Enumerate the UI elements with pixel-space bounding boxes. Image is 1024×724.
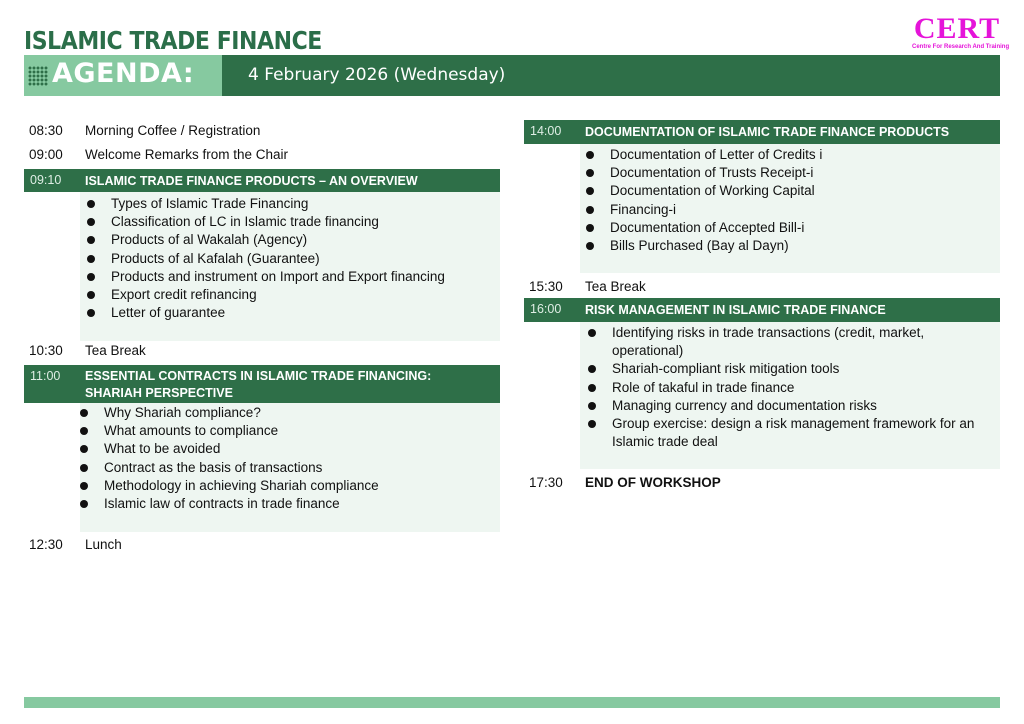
section-time: 14:00 [530, 124, 562, 138]
list-item: Role of takaful in trade finance [585, 379, 995, 397]
section-title: DOCUMENTATION OF ISLAMIC TRADE FINANCE PRODUCTS [585, 125, 950, 139]
list-item: Classification of LC in Islamic trade financing [84, 213, 445, 231]
footer-bar [24, 697, 1000, 708]
agenda-item-welcome: Welcome Remarks from the Chair [85, 147, 289, 162]
bullet-icon [586, 206, 594, 214]
topic-list [77, 404, 379, 513]
bullet-icon [87, 255, 95, 263]
logo-wordmark: CERT [913, 12, 1001, 45]
time-1230: 12:30 [29, 537, 63, 552]
list-item: Letter of guarantee [84, 304, 445, 322]
time-0830: 08:30 [29, 123, 63, 138]
section-body-contracts [80, 403, 500, 532]
list-item: Shariah-compliant risk mitigation tools [585, 360, 995, 378]
list-item: Islamic law of contracts in trade finance [77, 495, 379, 513]
list-item: What to be avoided [77, 440, 379, 458]
time-1530: 15:30 [529, 279, 563, 294]
list-item: Products of al Kafalah (Guarantee) [84, 250, 445, 268]
section-header-contracts [24, 365, 500, 403]
agenda-item-lunch: Lunch [85, 537, 122, 552]
agenda-item-registration: Morning Coffee / Registration [85, 123, 261, 138]
time-0900: 09:00 [29, 147, 63, 162]
bullet-icon [80, 482, 88, 490]
bullet-icon [80, 427, 88, 435]
document-title: ISLAMIC TRADE FINANCE [24, 26, 322, 55]
agenda-heading: AGENDA: [52, 58, 195, 89]
list-item: Financing-i [583, 201, 822, 219]
list-item: Group exercise: design a risk management framework for an Islamic trade deal [585, 415, 995, 451]
section-title: ISLAMIC TRADE FINANCE PRODUCTS – AN OVERVIEW [85, 174, 418, 188]
list-item: Documentation of Accepted Bill-i [583, 219, 822, 237]
bullet-icon [588, 365, 596, 373]
dot-grid-icon [28, 66, 48, 86]
agenda-item-tea-break-2: Tea Break [585, 279, 646, 294]
bullet-icon [80, 409, 88, 417]
agenda-item-end: END OF WORKSHOP [585, 475, 721, 490]
bullet-icon [586, 151, 594, 159]
cert-logo [912, 12, 1010, 50]
bullet-icon [586, 242, 594, 250]
bullet-icon [87, 218, 95, 226]
list-item: Bills Purchased (Bay al Dayn) [583, 237, 822, 255]
bullet-icon [80, 445, 88, 453]
list-item: Why Shariah compliance? [77, 404, 379, 422]
section-body-documentation [580, 144, 1000, 273]
bullet-icon [87, 236, 95, 244]
list-item: Documentation of Letter of Credits i [583, 146, 822, 164]
list-item: Products and instrument on Import and Export financing [84, 268, 445, 286]
list-item: What amounts to compliance [77, 422, 379, 440]
bullet-icon [80, 500, 88, 508]
bullet-icon [87, 291, 95, 299]
section-header-overview [24, 169, 500, 192]
section-time: 09:10 [30, 173, 62, 187]
logo-subtitle: Centre For Research And Training [912, 44, 1010, 50]
section-body-overview [80, 192, 500, 341]
bullet-icon [588, 384, 596, 392]
section-time: 11:00 [30, 369, 61, 383]
section-time: 16:00 [530, 302, 562, 316]
bullet-icon [87, 200, 95, 208]
bullet-icon [588, 329, 596, 337]
section-body-risk-management [580, 322, 1000, 469]
section-title: RISK MANAGEMENT IN ISLAMIC TRADE FINANCE [585, 303, 886, 317]
topic-list [585, 324, 995, 451]
topic-list [84, 195, 445, 322]
list-item: Products of al Wakalah (Agency) [84, 231, 445, 249]
bullet-icon [586, 224, 594, 232]
time-1030: 10:30 [29, 343, 63, 358]
list-item: Methodology in achieving Shariah compliance [77, 477, 379, 495]
time-1730: 17:30 [529, 475, 563, 490]
agenda-date: 4 February 2026 (Wednesday) [248, 65, 506, 85]
bullet-icon [588, 420, 596, 428]
bullet-icon [87, 273, 95, 281]
agenda-banner [24, 55, 1000, 96]
bullet-icon [586, 169, 594, 177]
list-item: Managing currency and documentation risks [585, 397, 995, 415]
list-item: Types of Islamic Trade Financing [84, 195, 445, 213]
list-item: Identifying risks in trade transactions (credit, market, operational) [585, 324, 995, 360]
section-header-risk-management [524, 298, 1000, 322]
bullet-icon [588, 402, 596, 410]
list-item: Export credit refinancing [84, 286, 445, 304]
list-item: Contract as the basis of transactions [77, 459, 379, 477]
list-item: Documentation of Working Capital [583, 182, 822, 200]
agenda-item-tea-break: Tea Break [85, 343, 146, 358]
bullet-icon [80, 464, 88, 472]
section-title: ESSENTIAL CONTRACTS IN ISLAMIC TRADE FINANCING: SHARIAH PERSPECTIVE [85, 369, 432, 400]
bullet-icon [586, 187, 594, 195]
topic-list [583, 146, 822, 255]
section-header-documentation [524, 120, 1000, 144]
bullet-icon [87, 309, 95, 317]
list-item: Documentation of Trusts Receipt-i [583, 164, 822, 182]
agenda-banner-label-block [24, 55, 222, 96]
